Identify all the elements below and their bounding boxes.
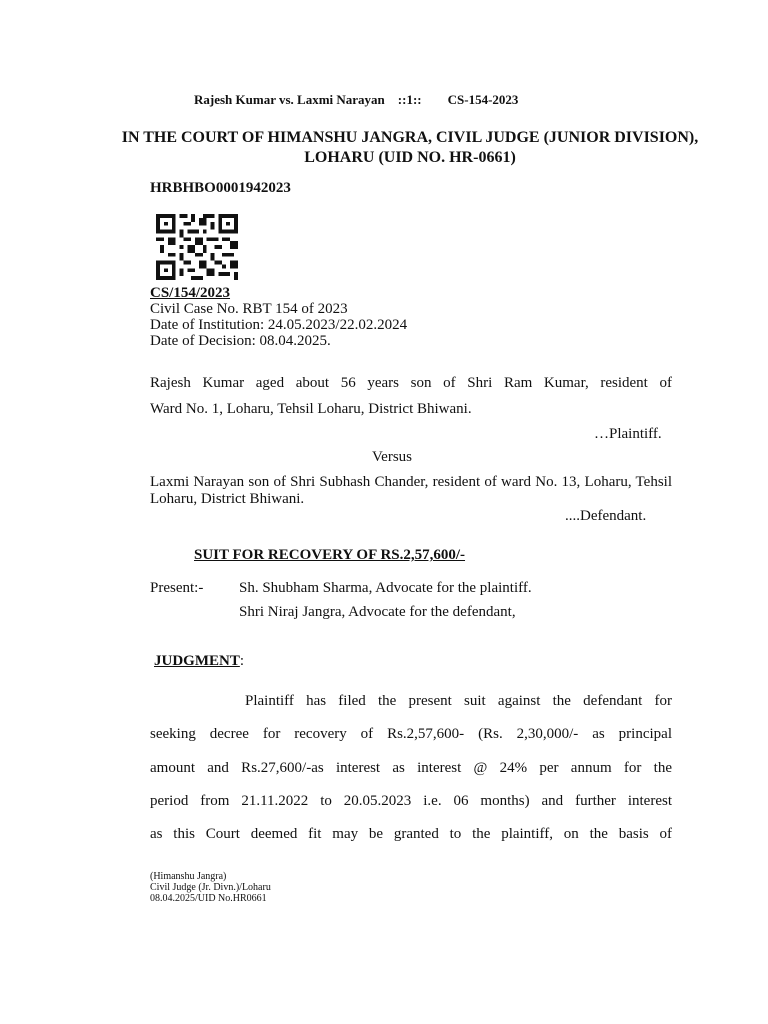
running-header <box>194 92 518 108</box>
plaintiff-line-1: Rajesh Kumar aged about 56 years son of Shri Ram Kumar, resident of <box>150 375 672 391</box>
defendant-role: ....Defendant. <box>565 508 647 524</box>
suit-title: SUIT FOR RECOVERY OF RS.2,57,600/- <box>194 547 466 563</box>
court-title: IN THE COURT OF HIMANSHU JANGRA, CIVIL JUDGE (JUNIOR DIVISION), LOHARU (UID NO. HR-0661) <box>121 129 699 166</box>
present-advocate-defendant: Shri Niraj Jangra, Advocate for the defendant, <box>239 604 516 620</box>
signatory-date-uid: 08.04.2025/UID No.HR0661 <box>150 893 267 904</box>
header-parties: Rajesh Kumar vs. Laxmi Narayan <box>194 92 385 107</box>
header-case-ref: CS-154-2023 <box>447 92 519 107</box>
case-number: CS/154/2023 <box>150 285 231 301</box>
civil-case-number: Civil Case No. RBT 154 of 2023 <box>150 301 348 317</box>
versus-label: Versus <box>372 449 412 465</box>
defendant-details: Laxmi Narayan son of Shri Subhash Chander, resident of ward No. 13, Loharu, Tehsil Loharu, District Bhiwani. <box>150 474 672 507</box>
case-meta <box>150 301 407 349</box>
judgment-line: as this Court deemed fit may be granted to the plaintiff, on the basis of <box>150 826 672 842</box>
judgment-line: period from 21.11.2022 to 20.05.2023 i.e. 06 months) and further interest <box>150 793 672 809</box>
present-label: Present:- <box>150 580 204 596</box>
signatory-name: (Himanshu Jangra) <box>150 871 227 882</box>
plaintiff-line-2: Ward No. 1, Loharu, Tehsil Loharu, District Bhiwani. <box>150 401 472 417</box>
plaintiff-role: …Plaintiff. <box>594 426 662 442</box>
judgment-line: amount and Rs.27,600/-as interest as interest @ 24% per annum for the <box>150 760 672 776</box>
signatory-designation: Civil Judge (Jr. Divn.)/Loharu <box>150 882 271 893</box>
judgment-heading-colon: : <box>239 653 245 669</box>
qr-code-icon <box>155 214 239 280</box>
cnr-code: HRBHBO0001942023 <box>150 180 291 196</box>
signature-block <box>150 871 271 904</box>
header-page-number: ::1:: <box>397 92 422 107</box>
date-of-decision: Date of Decision: 08.04.2025. <box>150 333 331 349</box>
date-of-institution: Date of Institution: 24.05.2023/22.02.2024 <box>150 317 408 333</box>
judgment-line: seeking decree for recovery of Rs.2,57,600- (Rs. 2,30,000/- as principal <box>150 726 672 742</box>
judgment-line: Plaintiff has filed the present suit against the defendant for <box>245 693 672 709</box>
judgment-heading-text: JUDGMENT <box>154 653 240 669</box>
present-advocate-plaintiff: Sh. Shubham Sharma, Advocate for the plaintiff. <box>239 580 532 596</box>
judgment-heading <box>154 653 244 670</box>
